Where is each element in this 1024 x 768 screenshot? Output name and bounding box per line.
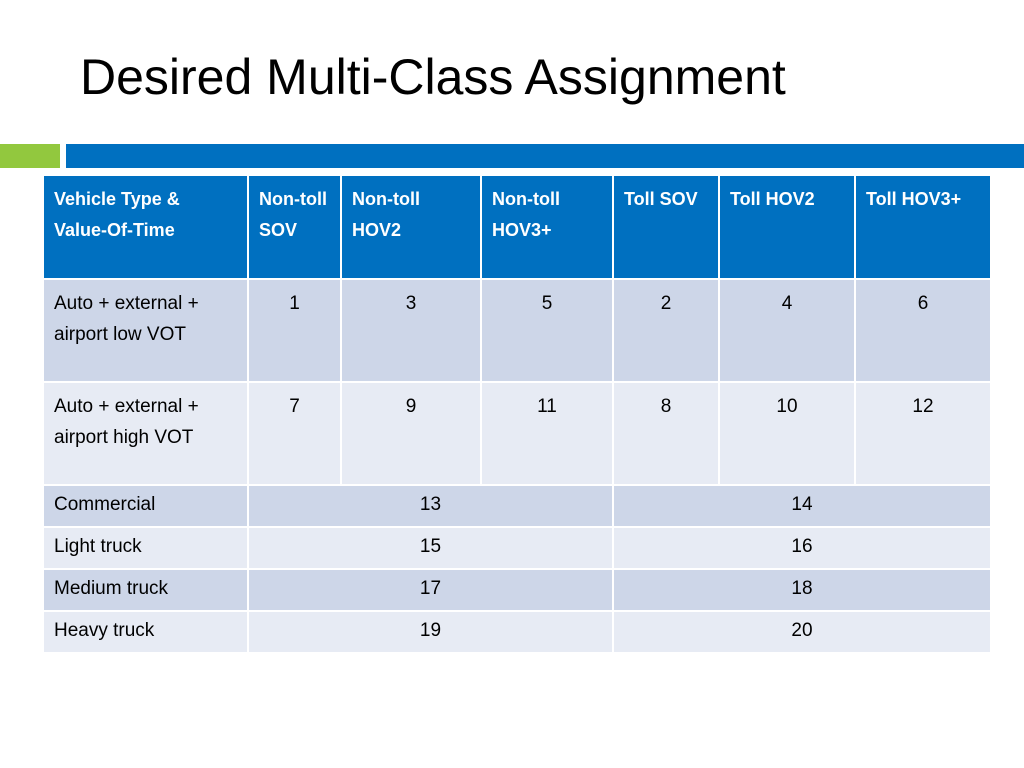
header-cell-toll-hov3: Toll HOV3+ [855, 175, 991, 279]
row-label: Medium truck [43, 569, 248, 611]
table-row [43, 382, 991, 485]
table-cell: 5 [481, 279, 613, 382]
header-cell-non-toll-hov2: Non-toll HOV2 [341, 175, 481, 279]
row-label: Auto + external + airport high VOT [43, 382, 248, 485]
accent-bar-blue [66, 144, 1024, 168]
table-row [43, 611, 991, 653]
table-cell-non-toll: 15 [248, 527, 613, 569]
table-cell: 4 [719, 279, 855, 382]
table-cell: 8 [613, 382, 719, 485]
row-label: Auto + external + airport low VOT [43, 279, 248, 382]
table-cell-toll: 16 [613, 527, 991, 569]
table-row [43, 485, 991, 527]
table-cell: 2 [613, 279, 719, 382]
table-cell: 7 [248, 382, 341, 485]
table-row [43, 527, 991, 569]
table-cell-non-toll: 17 [248, 569, 613, 611]
table-cell: 12 [855, 382, 991, 485]
row-label: Heavy truck [43, 611, 248, 653]
assignment-table [42, 174, 992, 654]
table-cell-toll: 20 [613, 611, 991, 653]
row-label: Light truck [43, 527, 248, 569]
table-cell: 9 [341, 382, 481, 485]
table-cell-non-toll: 19 [248, 611, 613, 653]
table-cell-toll: 14 [613, 485, 991, 527]
row-label: Commercial [43, 485, 248, 527]
table-cell: 11 [481, 382, 613, 485]
table-cell: 3 [341, 279, 481, 382]
header-cell-non-toll-sov: Non-toll SOV [248, 175, 341, 279]
header-row [43, 175, 991, 279]
table-cell-non-toll: 13 [248, 485, 613, 527]
table-cell: 10 [719, 382, 855, 485]
table-row [43, 569, 991, 611]
header-cell-toll-hov2: Toll HOV2 [719, 175, 855, 279]
header-cell-non-toll-hov3: Non-toll HOV3+ [481, 175, 613, 279]
slide-title: Desired Multi-Class Assignment [80, 49, 786, 105]
table-row [43, 279, 991, 382]
header-cell-toll-sov: Toll SOV [613, 175, 719, 279]
table-cell-toll: 18 [613, 569, 991, 611]
table-cell: 1 [248, 279, 341, 382]
table-cell: 6 [855, 279, 991, 382]
header-cell-vehicle-type: Vehicle Type & Value-Of-Time [43, 175, 248, 279]
accent-bar-green [0, 144, 60, 168]
